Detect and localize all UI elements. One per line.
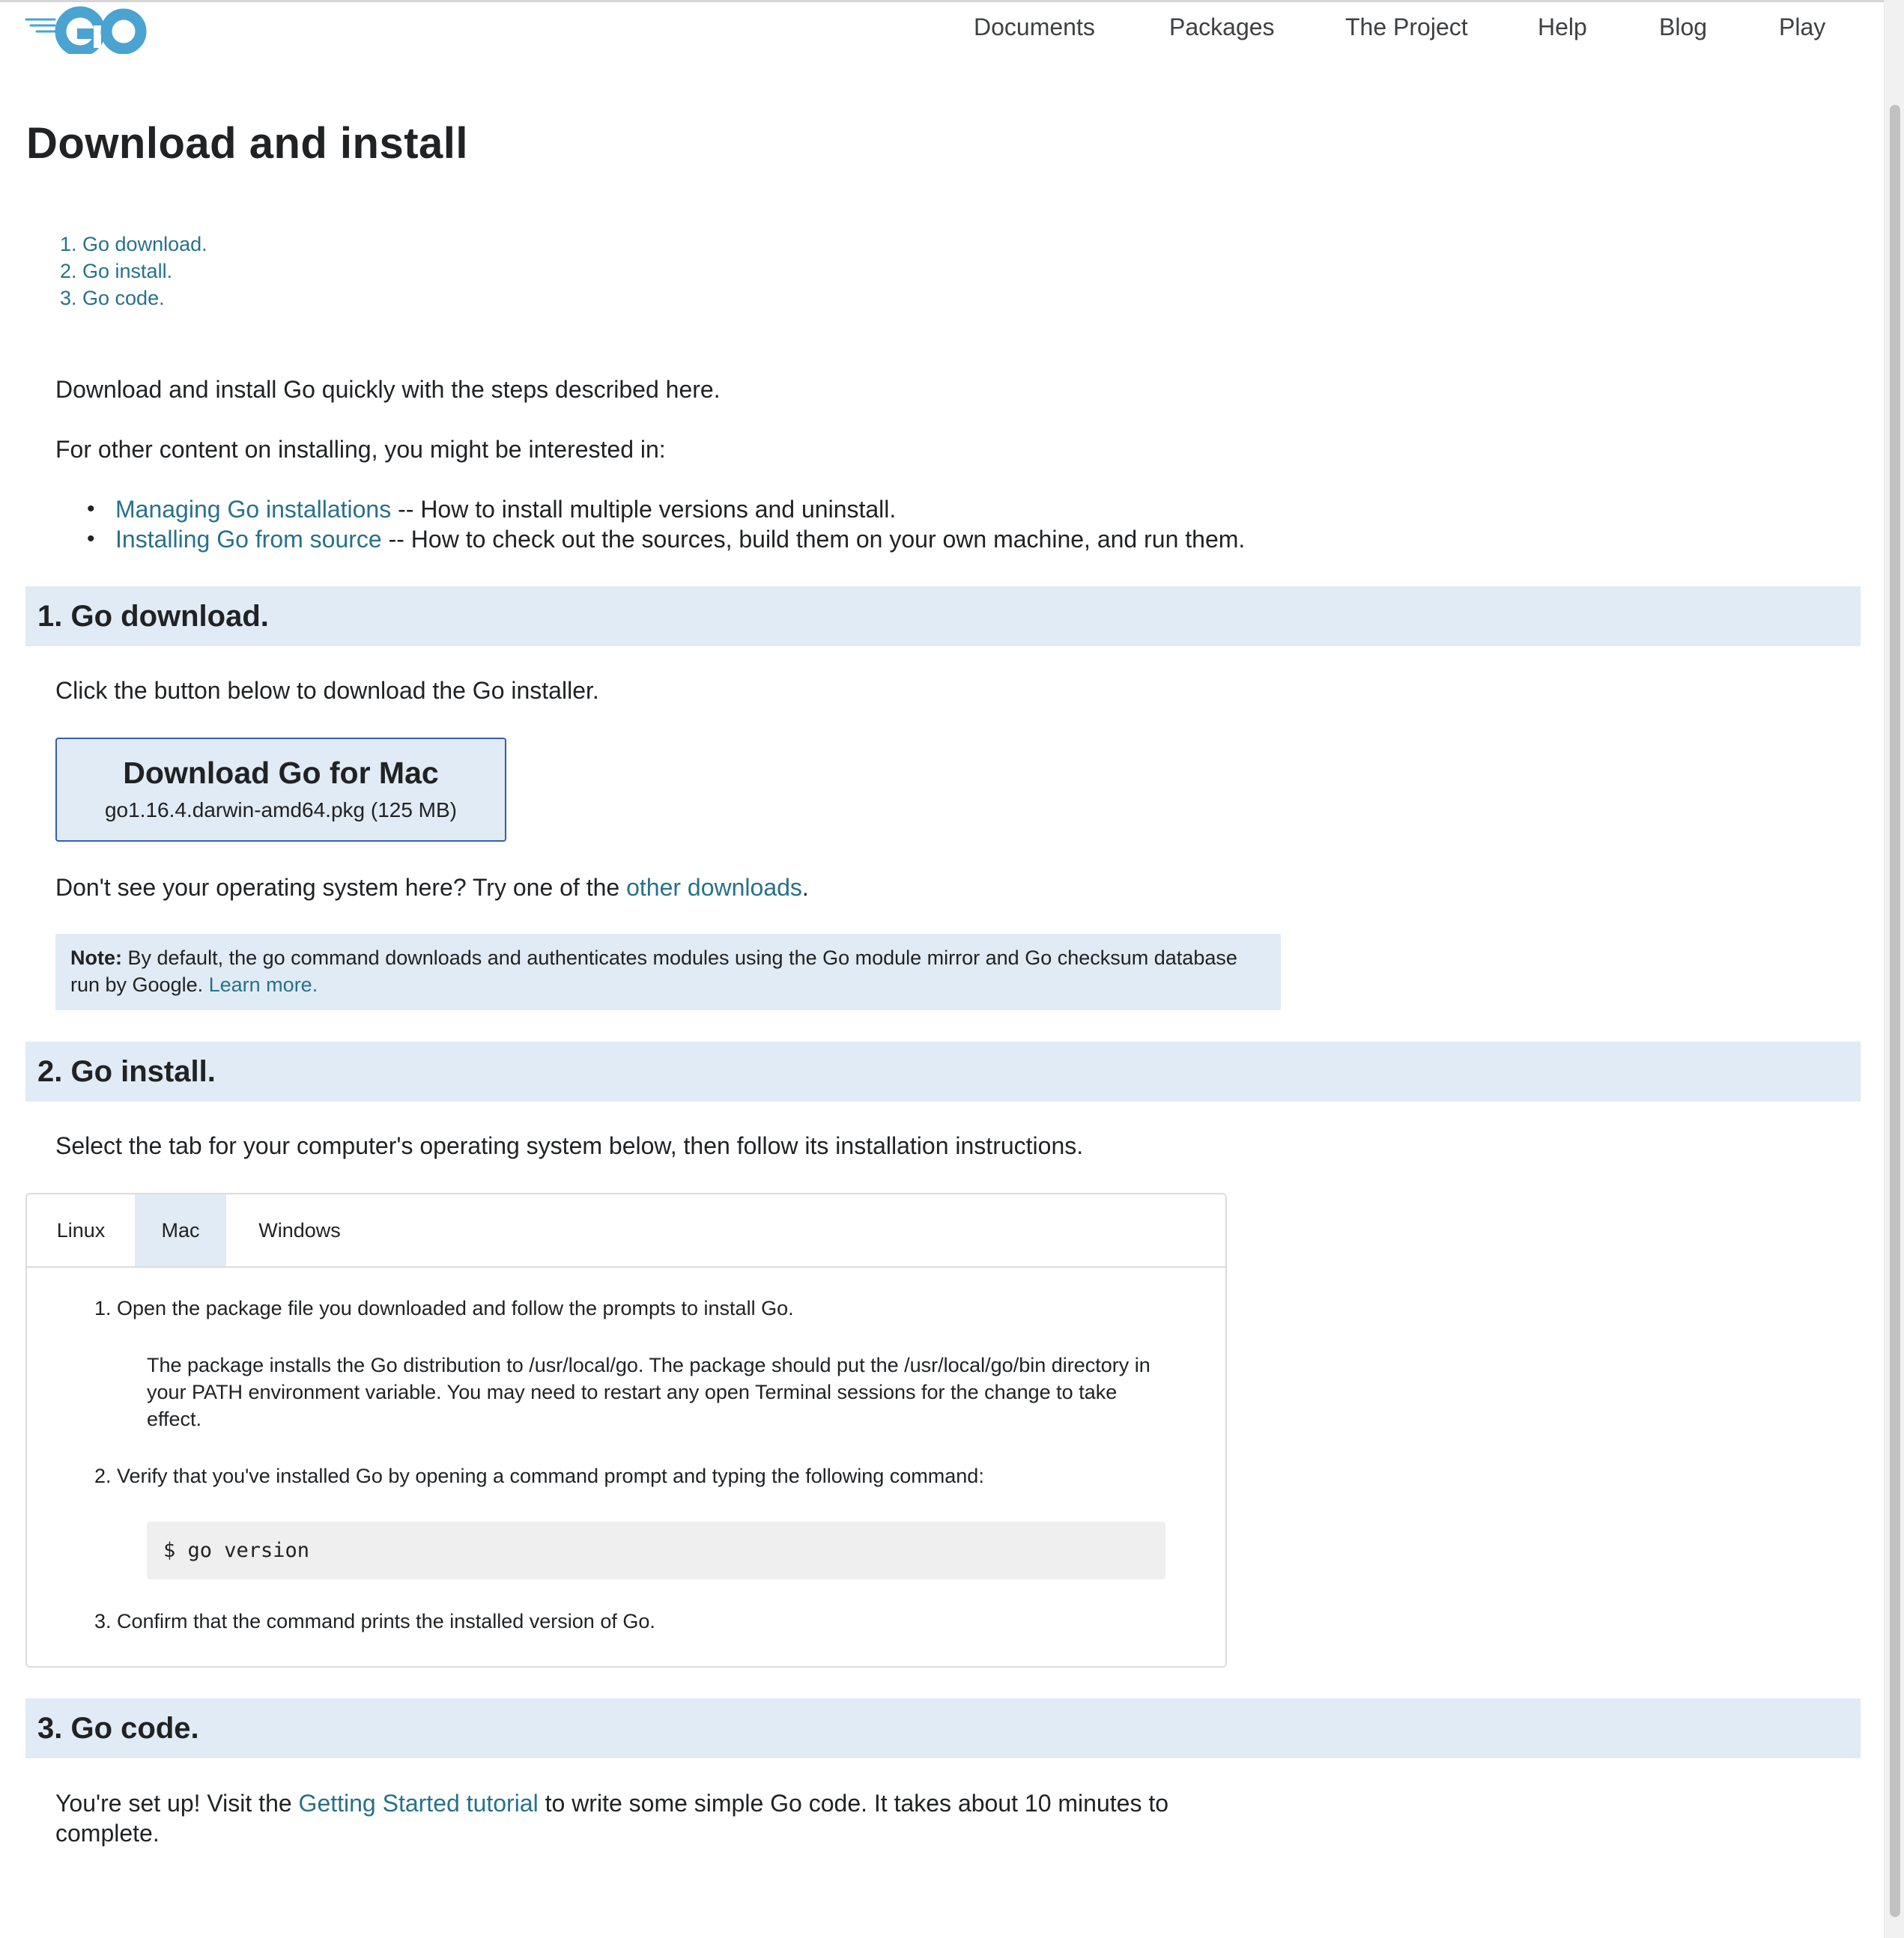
install-step-1: 1. Open the package file you downloaded and follow the prompts to install Go. — [94, 1297, 794, 1319]
learn-more-link[interactable]: Learn more. — [208, 973, 318, 996]
install-step-2: 2. Verify that you've installed Go by opening a command prompt and typing the following command: — [94, 1465, 984, 1487]
code-block-go-version[interactable]: $ go version — [147, 1522, 1165, 1579]
table-of-contents — [60, 231, 207, 312]
go-code-text — [55, 1788, 1168, 1818]
getting-started-tutorial-link[interactable]: Getting Started tutorial — [298, 1790, 539, 1817]
nav-packages[interactable]: Packages — [1169, 13, 1275, 40]
section-heading: 3. Go code. — [37, 1712, 199, 1745]
managing-go-installations-link[interactable]: Managing Go installations — [115, 496, 392, 523]
download-button-filename: go1.16.4.darwin-amd64.pkg (125 MB) — [104, 798, 458, 821]
section-go-download-header — [25, 586, 1861, 646]
list-item — [55, 524, 1245, 554]
toc-item-go-code[interactable]: 3. Go code. — [60, 287, 165, 309]
section-heading: 2. Go install. — [37, 1055, 216, 1088]
go-logo[interactable] — [25, 4, 152, 54]
installing-from-source-link[interactable]: Installing Go from source — [115, 526, 382, 553]
install-step-3: 3. Confirm that the command prints the installed version of Go. — [94, 1610, 655, 1632]
intro-other-content: For other content on installing, you might be interested in: — [55, 436, 666, 463]
section-go-code-header — [25, 1698, 1861, 1758]
other-downloads-suffix: . — [801, 874, 809, 901]
section-heading: 1. Go download. — [37, 600, 269, 633]
scrollbar[interactable] — [1884, 0, 1904, 1938]
download-button-title: Download Go for Mac — [123, 756, 439, 790]
tab-windows[interactable]: Windows — [258, 1219, 341, 1242]
other-downloads-prefix: Don't see your operating system here? Try one of the — [55, 874, 627, 901]
download-instructions: Click the button below to download the Go installer. — [55, 677, 599, 704]
tab-mac[interactable]: Mac — [135, 1194, 226, 1266]
go-logo-icon — [25, 4, 152, 54]
scrollbar-thumb[interactable] — [1890, 105, 1900, 1917]
other-downloads-text — [55, 872, 809, 902]
toc-item-go-download[interactable]: 1. Go download. — [60, 233, 207, 255]
tab-linux[interactable]: Linux — [56, 1219, 106, 1242]
intro-links-list — [55, 494, 1245, 554]
toc-item-go-install[interactable]: 2. Go install. — [60, 260, 173, 282]
install-step-1-note: The package installs the Go distribution to /usr/local/go. The package should put the /usr/local/go/bin directory in your PATH environment variable. You may need to restart any open Terminal sessions for the change to take effect. — [147, 1354, 1150, 1430]
intro-text: Download and install Go quickly with the steps described here. — [55, 376, 721, 403]
top-border — [0, 0, 1904, 2]
list-item-text: -- How to install multiple versions and uninstall. — [391, 496, 897, 523]
list-item-text: -- How to check out the sources, build them on your own machine, and run them. — [381, 526, 1246, 553]
page-title: Download and install — [26, 119, 469, 168]
nav-help[interactable]: Help — [1538, 13, 1587, 40]
go-code-suffix: to write some simple Go code. It takes about 10 minutes to — [538, 1790, 1169, 1817]
nav-play[interactable]: Play — [1779, 13, 1826, 40]
note-label: Note: — [70, 947, 122, 969]
tab-bar — [27, 1194, 1225, 1268]
other-downloads-link[interactable]: other downloads — [626, 874, 802, 901]
nav-the-project[interactable]: The Project — [1345, 13, 1468, 40]
go-code-prefix: You're set up! Visit the — [55, 1790, 299, 1817]
note-box — [55, 934, 1281, 1010]
install-instructions: Select the tab for your computer's operating system below, then follow its installation instructions. — [55, 1132, 1084, 1159]
nav-documents[interactable]: Documents — [974, 13, 1095, 40]
nav-blog[interactable]: Blog — [1659, 13, 1708, 40]
note-text: By default, the go command downloads and authenticates modules using the Go module mirror and Go checksum database run by Google. — [70, 947, 1237, 996]
os-tabs-panel — [25, 1193, 1227, 1668]
download-go-button[interactable] — [55, 738, 506, 842]
top-nav — [974, 13, 1904, 49]
section-go-install-header — [25, 1042, 1861, 1102]
go-code-text-line2: complete. — [55, 1820, 160, 1847]
list-item — [55, 494, 1245, 524]
